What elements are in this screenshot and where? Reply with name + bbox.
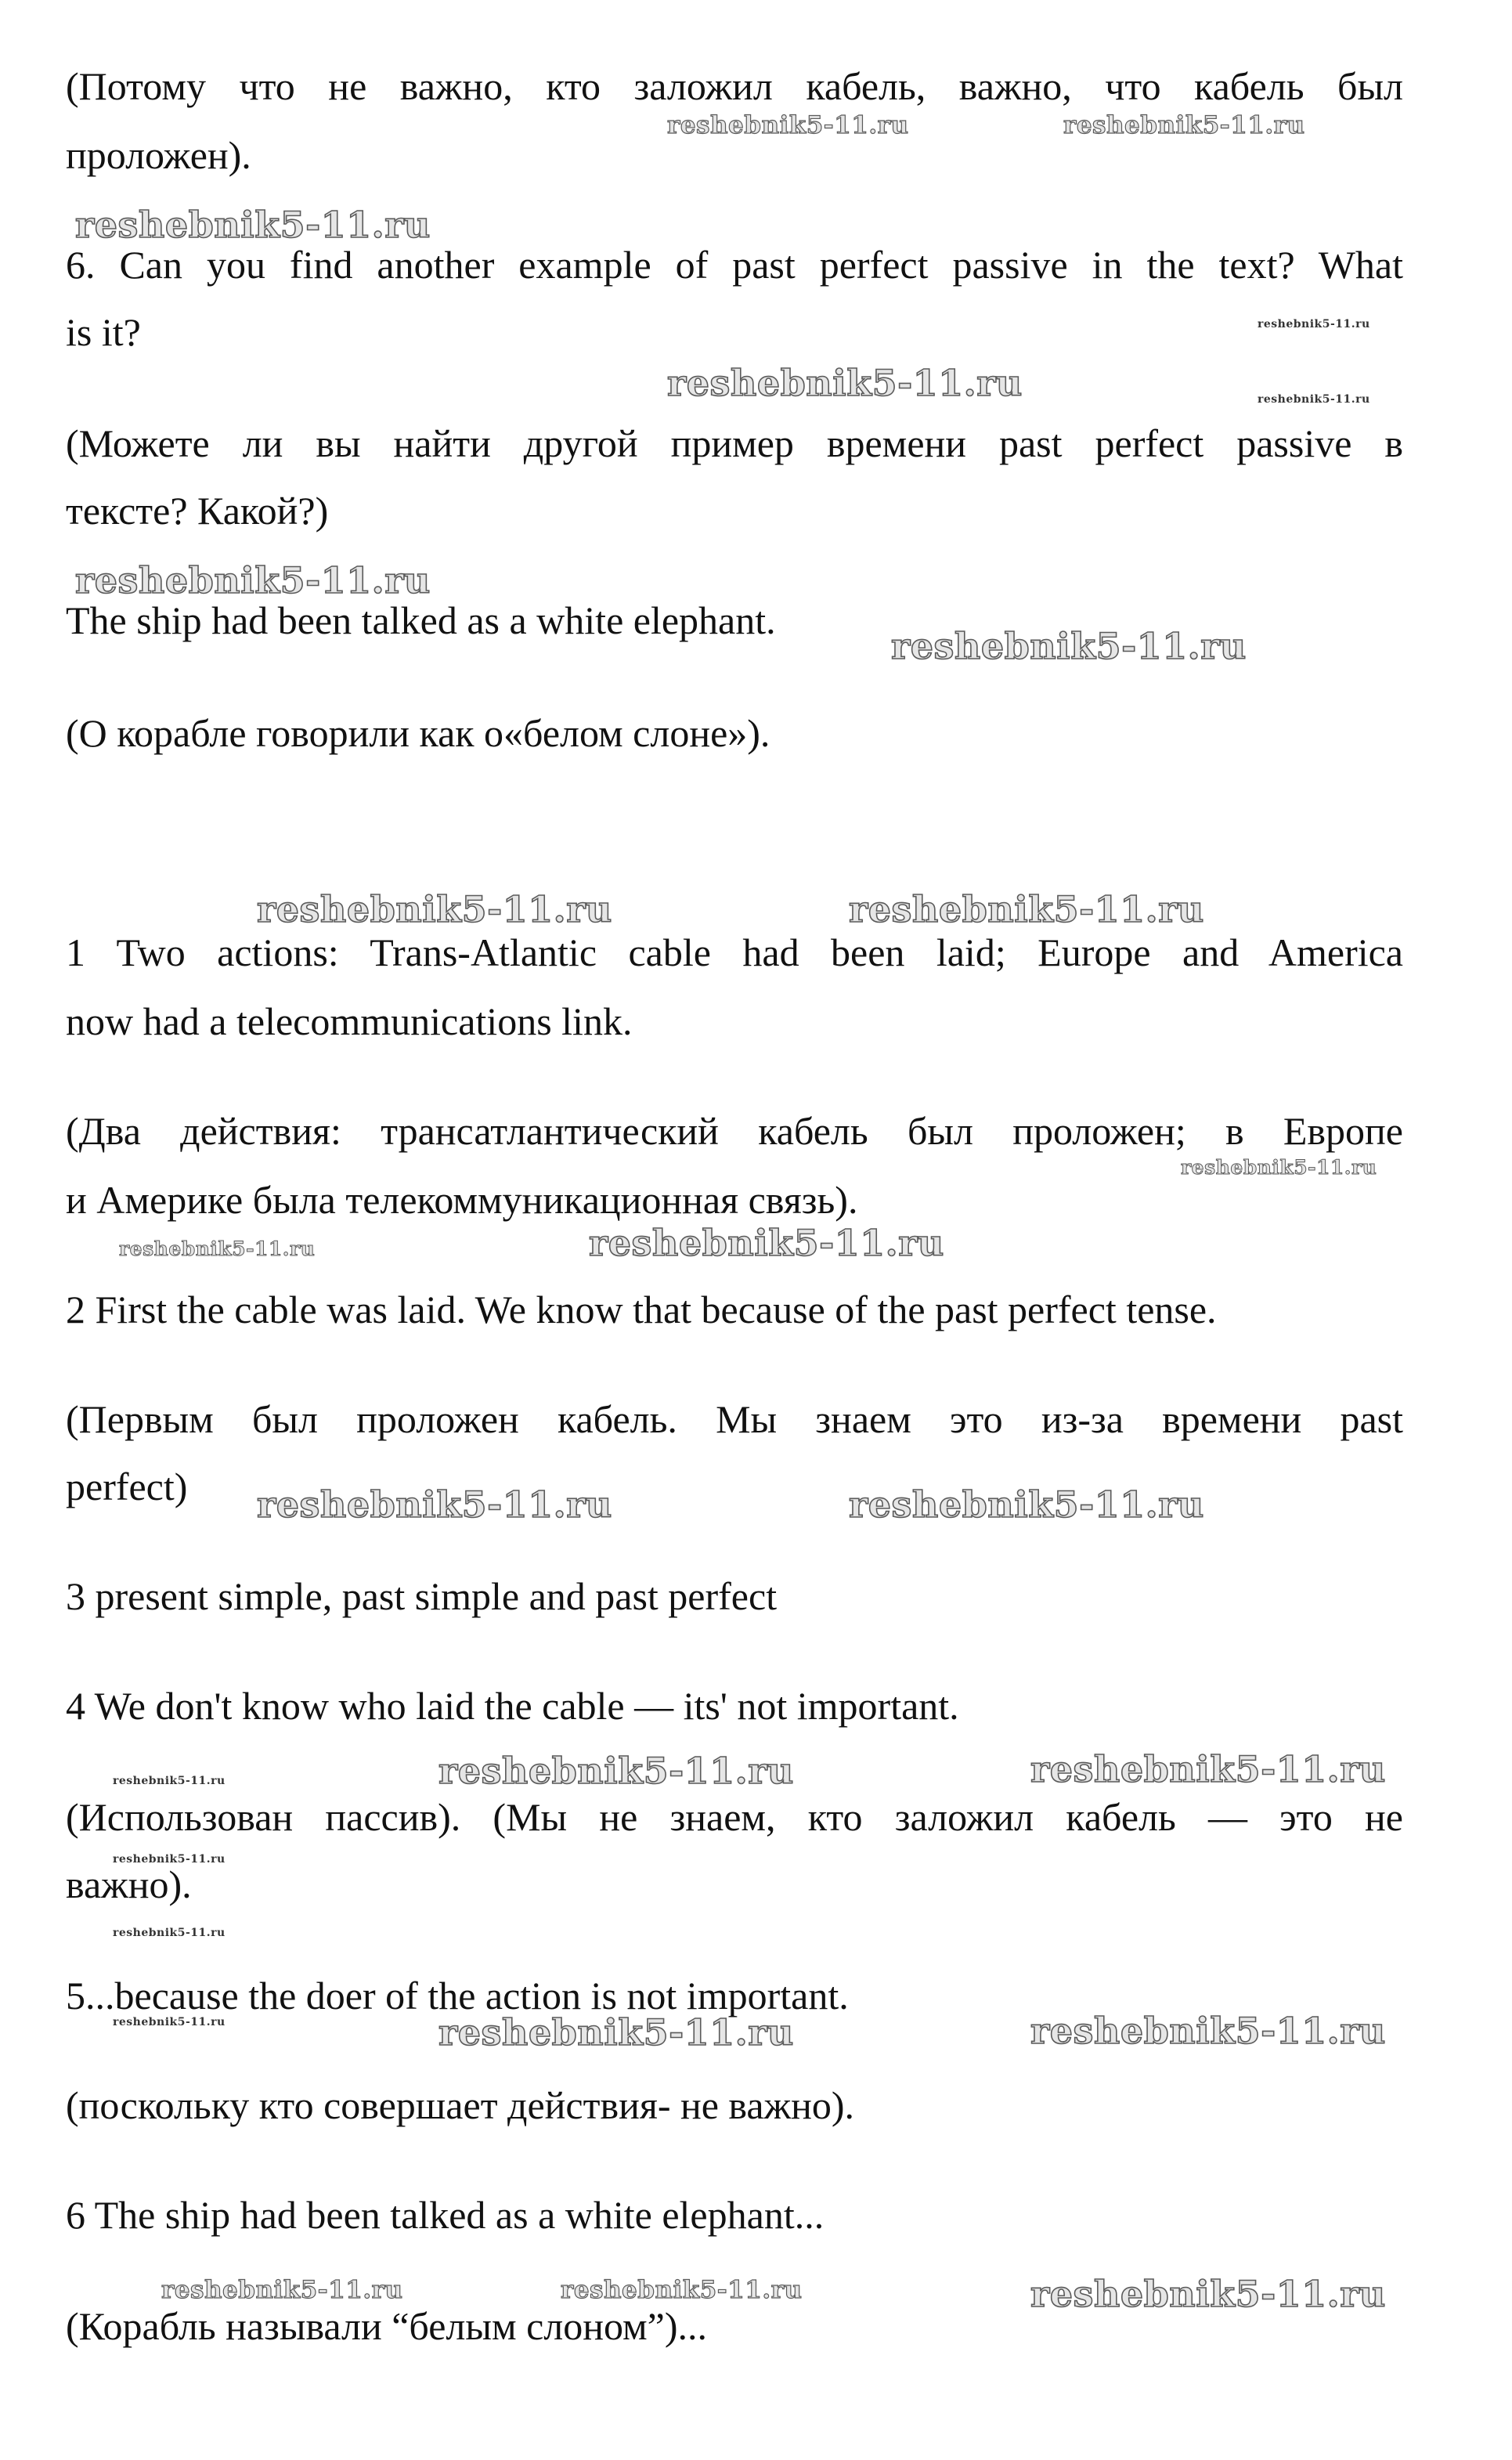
watermark: reshebnik5-11.ru [119,1237,316,1260]
text-line: 4 We don't know who laid the cable — its' not important. [66,1684,959,1728]
watermark: reshebnik5-11.ru [1181,1156,1377,1179]
text-line: now had a telecommunications link. [66,999,633,1043]
watermark: reshebnik5-11.ru [1258,393,1370,406]
watermark: reshebnik5-11.ru [113,1927,226,1939]
text-line: (Первым был проложен кабель. Мы знаем это из-за времени past [66,1397,1403,1441]
text-line: (поскольку кто совершает действия- не важно). [66,2083,855,2127]
watermark: reshebnik5-11.ru [438,2011,794,2054]
watermark: reshebnik5-11.ru [75,559,431,601]
watermark: reshebnik5-11.ru [849,888,1204,930]
text-line: is it? [66,310,141,354]
text-line: (Потому что не важно, кто заложил кабель, важно, что кабель был [66,64,1403,108]
text-line: и Америке была телекоммуникационная связь). [66,1178,858,1222]
text-line: 1 Two actions: Trans-Atlantic cable had been laid; Europe and America [66,930,1403,974]
watermark: reshebnik5-11.ru [1063,111,1305,139]
watermark: reshebnik5-11.ru [589,1222,944,1264]
watermark: reshebnik5-11.ru [75,204,431,246]
watermark: reshebnik5-11.ru [667,362,1023,404]
text-line: (О корабле говорили как о«белом слоне»). [66,711,770,755]
text-line: важно). [66,1862,192,1906]
watermark: reshebnik5-11.ru [561,2276,803,2304]
watermark: reshebnik5-11.ru [1030,1748,1386,1790]
text-line: The ship had been talked as a white elephant. [66,598,776,642]
watermark: reshebnik5-11.ru [161,2276,403,2304]
watermark: reshebnik5-11.ru [257,888,612,930]
watermark: reshebnik5-11.ru [849,1483,1204,1526]
text-line: (Два действия: трансатлантический кабель был проложен; в Европе [66,1109,1403,1153]
watermark: reshebnik5-11.ru [113,1853,226,1866]
text-line: perfect) [66,1465,188,1508]
watermark: reshebnik5-11.ru [891,625,1247,667]
watermark: reshebnik5-11.ru [1258,318,1370,331]
text-line: проложен). [66,133,251,177]
text-line: тексте? Какой?) [66,489,329,533]
text-line: 6. Can you find another example of past perfect passive in the text? What [66,243,1403,287]
text-line: 2 First the cable was laid. We know that because of the past perfect tense. [66,1288,1217,1331]
text-line: (Можете ли вы найти другой пример времени past perfect passive в [66,421,1403,465]
text-line: 3 present simple, past simple and past perfect [66,1574,778,1618]
watermark: reshebnik5-11.ru [1030,2273,1386,2315]
watermark: reshebnik5-11.ru [113,1775,226,1787]
text-line: 6 The ship had been talked as a white elephant... [66,2193,825,2237]
watermark: reshebnik5-11.ru [438,1750,794,1792]
text-line: 5...because the doer of the action is not important. [66,1974,849,2017]
watermark: reshebnik5-11.ru [257,1483,612,1526]
text-line: (Использован пассив). (Мы не знаем, кто заложил кабель — это не [66,1795,1403,1839]
watermark: reshebnik5-11.ru [667,111,909,139]
watermark: reshebnik5-11.ru [113,2016,226,2028]
watermark: reshebnik5-11.ru [1030,2010,1386,2052]
text-line: (Корабль называли “белым слоном”)... [66,2304,708,2348]
